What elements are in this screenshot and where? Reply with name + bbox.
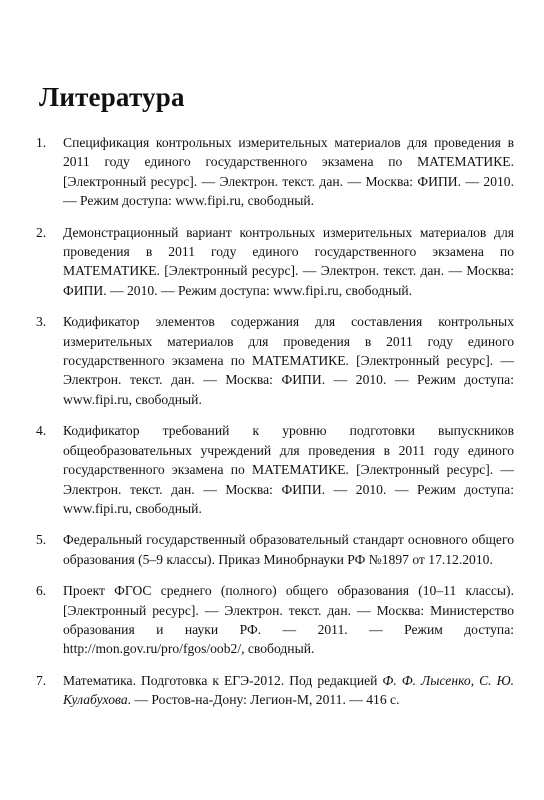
- reference-item-7: [36, 671, 514, 710]
- reference-item-5: [36, 530, 514, 569]
- reference-item-3: [36, 312, 514, 409]
- reference-item-1: [36, 133, 514, 211]
- reference-number: 3.: [36, 314, 47, 330]
- reference-number: 6.: [36, 583, 47, 599]
- page-title: Литература: [39, 82, 185, 112]
- reference-number: 1.: [36, 135, 47, 150]
- reference-text: Проект ФГОС среднего (полного) общего образования (10–11 классы). [Электронный ресурс]. — Электрон. текст. дан. — Москва: Министерство образования и науки РФ. — 2011. — Режим доступа: http://mon.gov.ru/pro/fgos/oob2/, свободный.: [63, 583, 514, 657]
- reference-item-4: [36, 421, 514, 518]
- reference-text: Кодификатор элементов содержания для составления контрольных измерительных материалов для проведения в 2011 году единого государственного экзамена по МАТЕМАТИКЕ. [Электронный ресурс]. — Электрон. текст. дан. — Москва: ФИПИ. — 2010. — Режим доступа: www.fipi.ru, свободный.: [63, 314, 514, 407]
- reference-number: 4.: [36, 423, 47, 439]
- reference-text: Спецификация контрольных измерительных материалов для проведения в 2011 году единого государственного экзамена по МАТЕМАТИКЕ. [Электронный ресурс]. — Электрон. текст. дан. — Москва: ФИПИ. — 2010. — Режим доступа: www.fipi.ru, свободный.: [63, 135, 514, 209]
- reference-authors: Ф. Ф. Лысенко, С. Ю. Кулабухова: [63, 672, 514, 708]
- reference-item-6: [36, 581, 514, 659]
- reference-text-after: . — Ростов-на-Дону: Легион-М, 2011. — 416 с.: [127, 692, 400, 708]
- reference-number: 7.: [36, 672, 47, 688]
- reference-number: 2.: [36, 224, 47, 240]
- reference-item-2: [36, 223, 514, 301]
- reference-number: 5.: [36, 532, 47, 548]
- reference-text: Федеральный государственный образовательный стандарт основного общего образования (5–9 классы). Приказ Минобрнауки РФ №1897 от 17.12.2010.: [63, 532, 514, 567]
- reference-list: [36, 133, 514, 722]
- reference-text-before: Математика. Подготовка к ЕГЭ-2012. Под редакцией: [63, 672, 383, 688]
- reference-text: Кодификатор требований к уровню подготовки выпускников общеобразовательных учреждений для проведения в 2011 году единого государственного экзамена по МАТЕМАТИКЕ. [Электронный ресурс]. — Электрон. текст. дан. — Москва: ФИПИ. — 2010. — Режим доступа: www.fipi.ru, свободный.: [63, 423, 514, 516]
- reference-text: Демонстрационный вариант контрольных измерительных материалов для проведения в 2011 году единого государственного экзамена по МАТЕМАТИКЕ. [Электронный ресурс]. — Электрон. текст. дан. — Москва: ФИПИ. — 2010. — Режим доступа: www.fipi.ru, свободный.: [63, 224, 514, 298]
